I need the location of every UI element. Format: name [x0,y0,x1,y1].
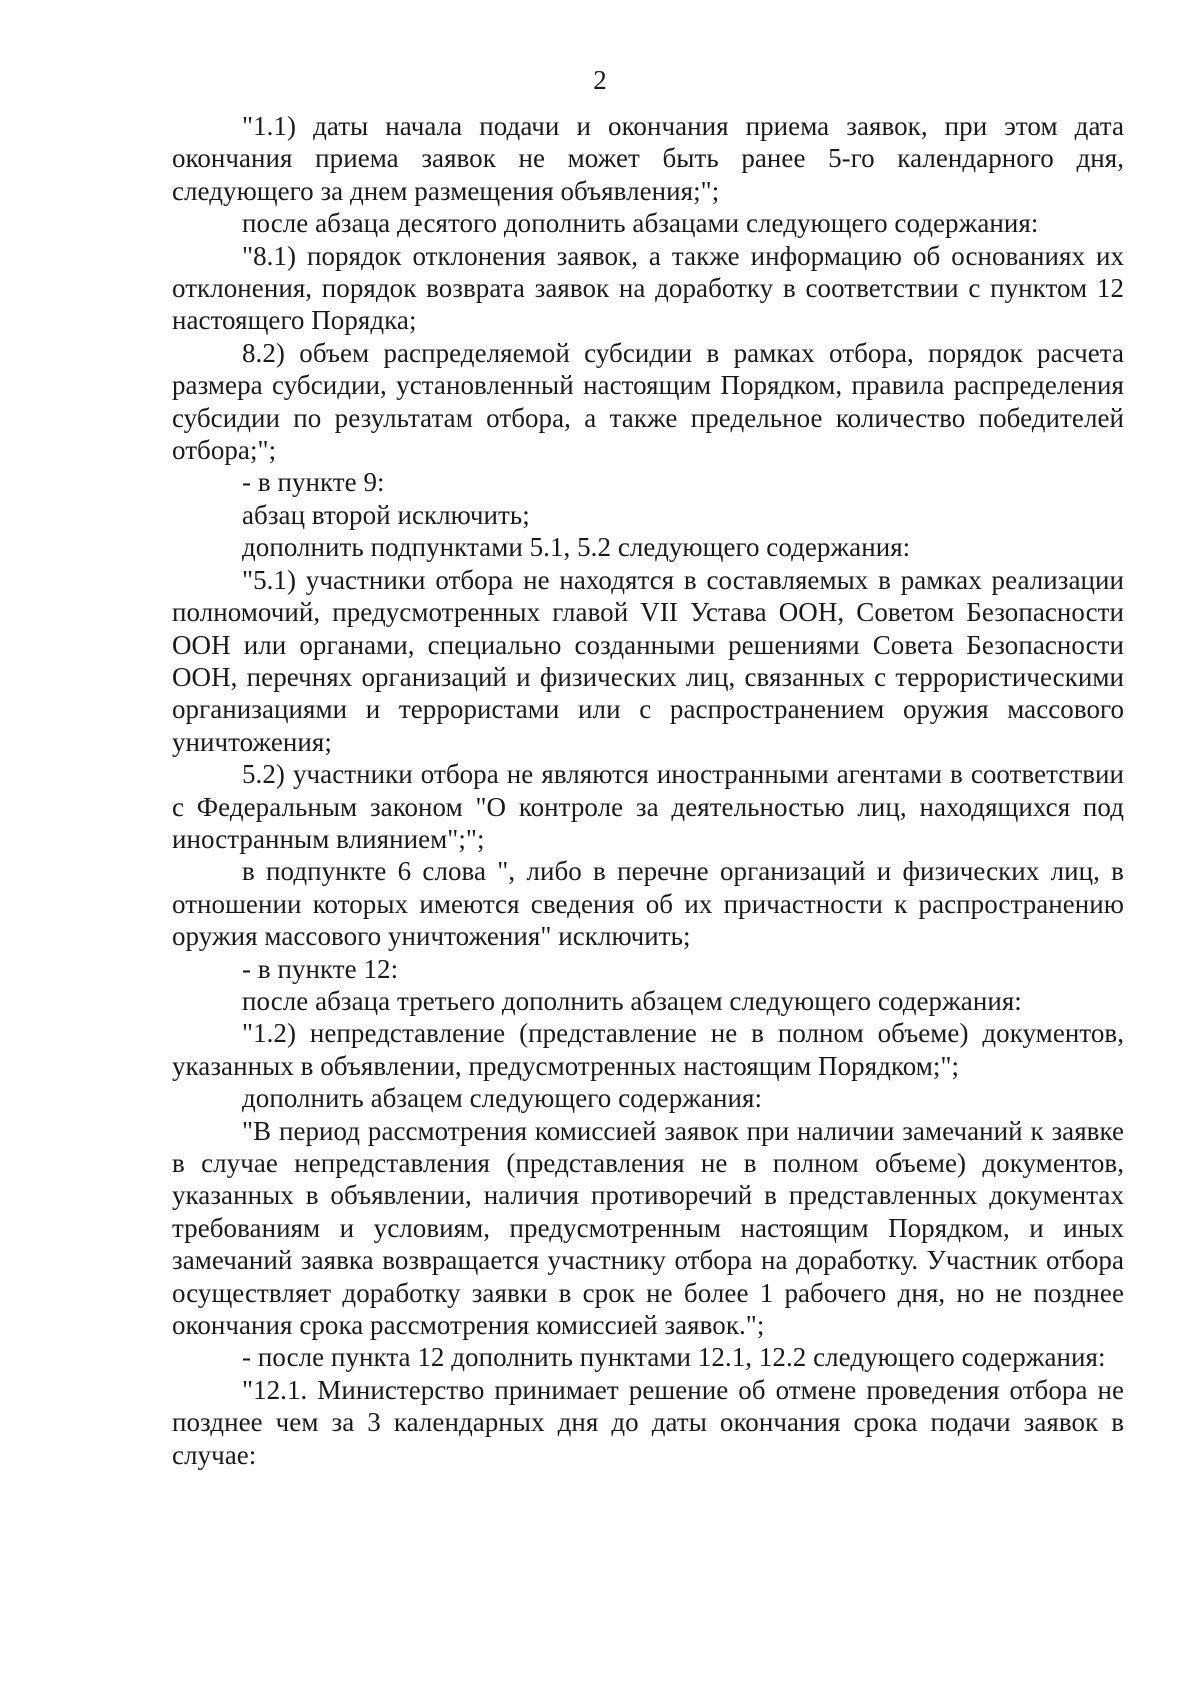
paragraph-point-9: - в пункте 9: [242,467,385,498]
paragraph-8-2: 8.2) объем распределяемой субсидии в рамках отбора, порядок расчета размера субсидии, установленный настоящим Порядком, правила распределения субсидии по результатам отбора, а также предельное количество победителей отбора;"; [172,337,1124,466]
paragraph-5-2: 5.2) участники отбора не являются иностранными агентами в соответствии с Федеральным законом "О контроле за деятельностью лиц, находящихся под иностранным влиянием";"; [172,759,1124,854]
paragraph-8-1: "8.1) порядок отклонения заявок, а также информацию об основаниях их отклонения, порядок возврата заявок на доработку в соответствии с пунктом 12 настоящего Порядка; [172,240,1124,336]
paragraph-exclude-second: абзац второй исключить; [242,499,530,530]
paragraph-subpoint-6: в подпункте 6 слова ", либо в перечне организаций и физических лиц, в отношении которых имеются сведения об их причастности к распространению оружия массового уничтожения" исключить; [172,856,1124,952]
paragraph-add-subpoints: дополнить подпунктами 5.1, 5.2 следующего содержания: [242,532,911,563]
paragraph-12-1: "12.1. Министерство принимает решение об отмене проведения отбора не позднее чем за 3 календарных дня до даты окончания срока подачи заявок в случае: [172,1374,1124,1470]
paragraph-add-abzac: дополнить абзацем следующего содержания: [242,1083,763,1114]
page-number: 2 [593,65,607,95]
paragraph-after-tenth: после абзаца десятого дополнить абзацами следующего содержания: [242,208,1039,239]
paragraph-1-1: "1.1) даты начала подачи и окончания приема заявок, при этом дата окончания приема заявок не может быть ранее 5-го календарного дня, следующего за днем размещения объявления;"; [172,111,1124,206]
paragraph-1-2: "1.2) непредставление (представление не в полном объеме) документов, указанных в объявлении, предусмотренных настоящим Порядком;"; [172,1018,1124,1081]
document-body [172,110,1124,1471]
paragraph-5-1: "5.1) участники отбора не находятся в составляемых в рамках реализации полномочий, предусмотренных главой VII Устава ООН, Советом Безопасности ООН или органами, специально созданными решениями Совета Безопасности ООН, перечнях организаций и физических лиц, связанных с террористическими организациями и террористами или с распространением оружия массового уничтожения; [172,564,1124,757]
paragraph-after-third: после абзаца третьего дополнить абзацем следующего содержания: [242,985,1022,1016]
paragraph-after-point-12: - после пункта 12 дополнить пунктами 12.1, 12.2 следующего содержания: [242,1342,1106,1373]
paragraph-review-period: "В период рассмотрения комиссией заявок при наличии замечаний к заявке в случае непредставления (представления не в полном объеме) документов, указанных в объявлении, наличия противоречий в представленных документах требованиям и условиям, предусмотренным настоящим Порядком, и иных замечаний заявка возвращается участнику отбора на доработку. Участник отбора осуществляет доработку заявки в срок не более 1 рабочего дня, но не позднее окончания срока рассмотрения комиссией заявок."; [172,1115,1124,1341]
paragraph-point-12: - в пункте 12: [242,953,399,984]
